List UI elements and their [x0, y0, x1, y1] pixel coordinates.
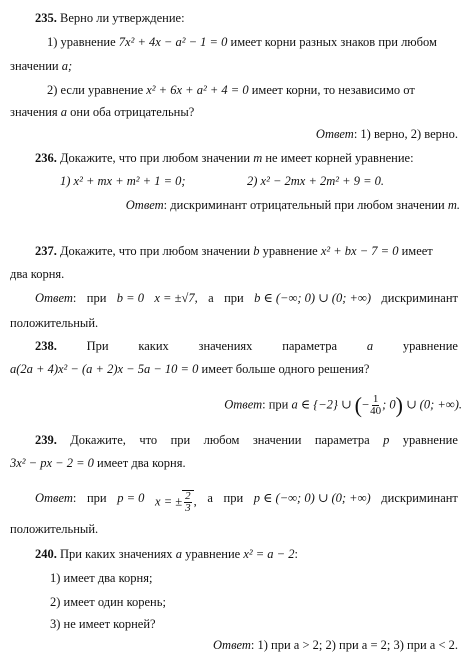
- problem-236-answer: Ответ: дискриминант отрицательный при любом значении m.: [125, 198, 460, 212]
- answer-label: Ответ: [315, 127, 354, 141]
- problem-239-answer: Ответ: при p = 0 x = ± $\frac{2}{3}$ , а при p ∈ (−∞; 0) ∪ (0; +∞) дискриминант: [35, 490, 458, 514]
- problem-240-answer: Ответ: 1) при a > 2; 2) при a = 2; 3) при a < 2.: [213, 638, 458, 652]
- problem-235-statement-1-cont: значении a;: [10, 59, 73, 73]
- problem-number: 235.: [35, 11, 57, 25]
- problem-240-item-2: 2) имеет один корень;: [50, 595, 166, 609]
- problem-number: 238.: [35, 339, 57, 353]
- fraction: $\frac{1}{40}$: [370, 393, 382, 417]
- problem-235-statement-2-cont: значения a они оба отрицательны?: [10, 105, 195, 119]
- problem-238-answer: Ответ: при a ∈ {−2} ∪ (− $\frac{1}{40}$ ; 0) ∪ (0; +∞).: [224, 392, 462, 418]
- problem-number: 240.: [35, 547, 57, 561]
- answer-label: Ответ: [224, 397, 263, 412]
- answer-label: Ответ: [35, 491, 73, 505]
- problem-235-answer: Ответ: 1) верно, 2) верно.: [315, 127, 458, 141]
- equation: 3x² − px − 2 = 0: [10, 456, 94, 470]
- problem-240-item-1: 1) имеет два корня;: [50, 571, 153, 585]
- problem-235-statement-2: 2) если уравнение x² + 6x + a² + 4 = 0 имеет корни, то независимо от: [47, 83, 415, 97]
- problem-237-heading: 237. Докажите, что при любом значении b уравнение x² + bx − 7 = 0 имеет: [35, 244, 433, 258]
- problem-237-answer: Ответ: при b = 0 x = ±√7, а при b ∈ (−∞; 0) ∪ (0; +∞) дискриминант: [35, 291, 458, 305]
- problem-235-statement-1: 1) уравнение 7x² + 4x − a² − 1 = 0 имеет корни разных знаков при любом: [47, 35, 437, 49]
- answer-label: Ответ: [35, 291, 73, 305]
- problem-238-heading: 238. При каких значениях параметра a уравнение: [35, 339, 458, 353]
- problem-number: 236.: [35, 151, 57, 165]
- problem-number: 237.: [35, 244, 57, 258]
- problem-236-heading: 236. Докажите, что при любом значении m не имеет корней уравнение:: [35, 151, 414, 165]
- equation: x² = a − 2: [243, 547, 295, 561]
- equation: x² + bx − 7 = 0: [320, 244, 399, 258]
- problem-239-heading: 239. Докажите, что при любом значении параметра p уравнение: [35, 433, 458, 447]
- answer-label: Ответ: [125, 198, 164, 212]
- problem-236-equation-2: 2) x² − 2mx + 2m² + 9 = 0.: [247, 174, 385, 188]
- square-root: $\frac{2}{3}$: [182, 490, 194, 514]
- equation: 7x² + 4x − a² − 1 = 0: [118, 35, 228, 49]
- problem-240-item-3: 3) не имеет корней?: [50, 617, 156, 631]
- problem-238-heading-cont: a(2a + 4)x² − (a + 2)x − 5a − 10 = 0 имеет больше одного решения?: [10, 362, 370, 376]
- problem-239-heading-cont: 3x² − px − 2 = 0 имеет два корня.: [10, 456, 186, 470]
- problem-237-heading-cont: два корня.: [10, 267, 65, 281]
- problem-236-equation-1: 1) x² + mx + m² + 1 = 0;: [60, 174, 186, 188]
- problem-237-answer-cont: положительный.: [10, 316, 99, 330]
- problem-240-heading: 240. При каких значениях a уравнение x² = a − 2:: [35, 547, 298, 561]
- equation: x² + 6x + a² + 4 = 0: [146, 83, 249, 97]
- answer-label: Ответ: [213, 638, 251, 652]
- equation: a(2a + 4)x² − (a + 2)x − 5a − 10 = 0: [10, 362, 199, 376]
- problem-235-heading: 235. Верно ли утверждение:: [35, 11, 185, 25]
- problem-number: 239.: [35, 433, 57, 447]
- problem-239-answer-cont: положительный.: [10, 522, 99, 536]
